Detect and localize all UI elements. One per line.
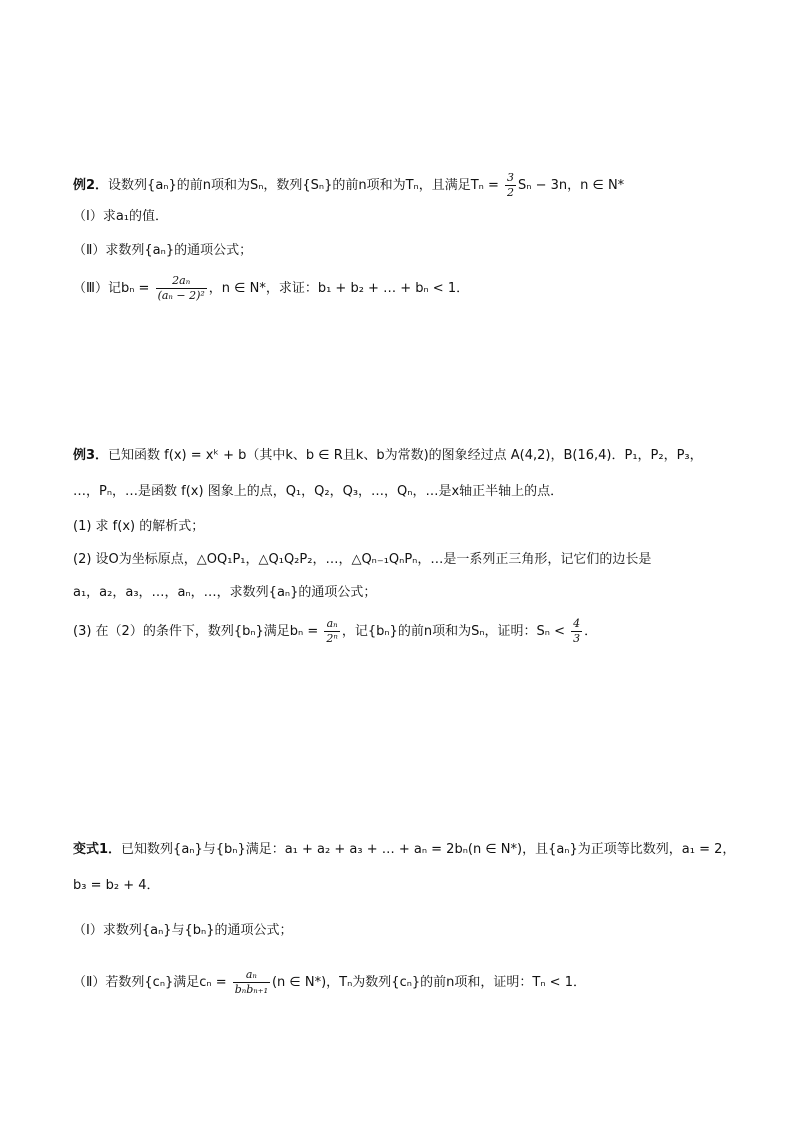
var1-q2-pre: （Ⅱ）若数列{cₙ}满足cₙ =	[73, 975, 231, 990]
var1-stem-line2: b₃ = b₂ + 4．	[73, 878, 160, 893]
ex3-q3-pre: (3) 在（2）的条件下，数列{bₙ}满足bₙ =	[73, 624, 323, 639]
var1-q2-frac-den: bₙbₙ₊₁	[234, 983, 268, 996]
ex3-q3	[73, 617, 753, 646]
var1-stem-text: 已知数列{aₙ}与{bₙ}满足：a₁ + a₂ + a₃ + … + aₙ = 2bₙ(n ∈ N*)，且{aₙ}为正项等比数列，a₁ = 2，	[121, 842, 736, 857]
ex3-stem	[73, 446, 753, 466]
ex2-frac-den: 2	[507, 186, 515, 199]
ex3-q3-frac2-num: 4	[573, 617, 581, 630]
var1-q2-frac-num: aₙ	[233, 968, 270, 983]
ex2-q3-pre: （Ⅲ）记bₙ =	[73, 281, 154, 296]
ex2-q2: （Ⅱ）求数列{aₙ}的通项公式；	[73, 243, 253, 258]
ex2-q3-frac-den: (aₙ − 2)²	[157, 289, 205, 302]
ex2-frac-num: 3	[507, 171, 515, 184]
ex2-q3-frac-num: 2aₙ	[156, 274, 207, 289]
ex3-q3-frac-den: 2ⁿ	[326, 632, 338, 645]
ex3-q3-frac	[324, 617, 339, 646]
ex3-stem-text: 已知函数 f(x) = xᵏ + b（其中k、b ∈ R且k、b为常数)的图象经过点 A(4,2)，B(16,4)．P₁，P₂，P₃，	[108, 448, 703, 463]
ex3-q3-frac2	[571, 617, 582, 646]
ex2-stem	[73, 171, 753, 200]
var1-label: 变式1．	[73, 842, 122, 857]
ex3-q3-end: ．	[584, 624, 598, 639]
var1-q1: （Ⅰ）求数列{aₙ}与{bₙ}的通项公式；	[73, 923, 293, 938]
ex3-q2-line2: a₁，a₂，a₃，…，aₙ，…，求数列{aₙ}的通项公式；	[73, 585, 377, 600]
ex2-q3-frac	[156, 274, 207, 303]
ex2-q1: （Ⅰ）求a₁的值．	[73, 209, 169, 224]
ex2-q3-post: ，n ∈ N*，求证：b₁ + b₂ + … + bₙ < 1．	[208, 281, 470, 296]
ex3-q3-frac2-den: 3	[573, 632, 581, 645]
ex3-q2: (2) 设O为坐标原点，△OQ₁P₁，△Q₁Q₂P₂，…，△Qₙ₋₁QₙPₙ，…是一系列正三角形，记它们的边长是	[73, 552, 652, 567]
ex2-q3	[73, 274, 753, 303]
ex3-stem-line2: …，Pₙ，…是函数 f(x) 图象上的点，Q₁，Q₂，Q₃，…，Qₙ，…是x轴正半轴上的点．	[73, 484, 564, 499]
ex2-label: 例2．	[73, 178, 109, 193]
var1-q2-frac	[233, 968, 270, 997]
ex3-label: 例3．	[73, 448, 109, 463]
ex2-frac	[505, 171, 516, 200]
ex3-q3-frac-num: aₙ	[324, 617, 339, 632]
ex3-q3-mid: ，记{bₙ}的前n项和为Sₙ，证明：Sₙ <	[341, 624, 570, 639]
ex2-stem-text: 设数列{aₙ}的前n项和为Sₙ，数列{Sₙ}的前n项和为Tₙ，且满足Tₙ =	[108, 178, 504, 193]
ex2-stem-tail: Sₙ − 3n，n ∈ N*	[518, 178, 625, 193]
var1-stem	[73, 840, 753, 860]
var1-q2-post: (n ∈ N*)，Tₙ为数列{cₙ}的前n项和，证明：Tₙ < 1．	[271, 975, 586, 990]
ex3-q1: (1) 求 f(x) 的解析式；	[73, 519, 205, 534]
var1-q2	[73, 968, 753, 997]
